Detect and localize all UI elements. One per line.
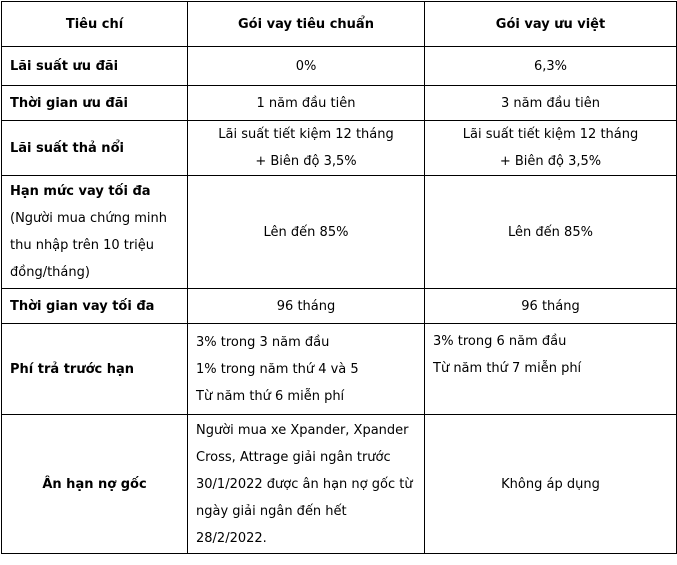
- premium-value-line: + Biên độ 3,5%: [499, 154, 602, 169]
- premium-value: 3 năm đầu tiên: [425, 86, 677, 121]
- criterion-note-line: (Người mua chứng minh: [10, 211, 167, 226]
- premium-value: 6,3%: [425, 47, 677, 86]
- premium-value: 96 tháng: [425, 289, 677, 324]
- standard-value-line: 30/1/2022 được ân hạn nợ gốc từ: [196, 476, 413, 492]
- table-row: [2, 86, 677, 121]
- standard-value: 1 năm đầu tiên: [188, 86, 425, 121]
- table-row: [2, 324, 677, 415]
- table-row: [2, 415, 677, 554]
- criterion-cell: Phí trả trước hạn: [2, 324, 188, 415]
- standard-value-line: Người mua xe Xpander, Xpander: [196, 422, 409, 438]
- standard-value-line: Cross, Attrage giải ngân trước: [196, 449, 391, 465]
- standard-value-line: 28/2/2022.: [196, 530, 267, 546]
- standard-value: Lên đến 85%: [188, 176, 425, 289]
- loan-comparison-table: [1, 1, 677, 554]
- standard-value-line: + Biên độ 3,5%: [255, 154, 357, 169]
- criterion-cell: Ân hạn nợ gốc: [2, 415, 188, 554]
- criterion-title: Hạn mức vay tối đa: [10, 184, 151, 199]
- premium-value: Không áp dụng: [425, 415, 677, 554]
- premium-value: Lên đến 85%: [425, 176, 677, 289]
- table-row: [2, 121, 677, 176]
- standard-value-line: 1% trong năm thứ 4 và 5: [196, 361, 359, 377]
- criterion-cell: Thời gian vay tối đa: [2, 289, 188, 324]
- standard-value-line: ngày giải ngân đến hết: [196, 503, 347, 519]
- premium-value-line: Lãi suất tiết kiệm 12 tháng: [462, 127, 639, 142]
- table-row: [2, 47, 677, 86]
- standard-value: 0%: [188, 47, 425, 86]
- criterion-cell: [2, 176, 188, 289]
- criterion-cell: Lãi suất ưu đãi: [2, 47, 188, 86]
- premium-value-line: 3% trong 6 năm đầu: [433, 334, 567, 349]
- criterion-note-line: thu nhập trên 10 triệu: [10, 238, 155, 253]
- table-row: [2, 289, 677, 324]
- criterion-cell: Thời gian ưu đãi: [2, 86, 188, 121]
- table-row: [2, 176, 677, 289]
- header-premium-package: Gói vay ưu việt: [425, 2, 677, 47]
- criterion-note-line: đồng/tháng): [10, 265, 90, 280]
- criterion-cell: Lãi suất thả nổi: [2, 121, 188, 176]
- header-standard-package: Gói vay tiêu chuẩn: [188, 2, 425, 47]
- standard-value: 96 tháng: [188, 289, 425, 324]
- standard-value: [188, 121, 425, 176]
- premium-value: [425, 324, 677, 415]
- standard-value-line: Từ năm thứ 6 miễn phí: [196, 388, 345, 404]
- standard-value: [188, 324, 425, 415]
- premium-value: [425, 121, 677, 176]
- premium-value-line: Từ năm thứ 7 miễn phí: [433, 361, 582, 376]
- table-header-row: [2, 2, 677, 47]
- header-criteria: Tiêu chí: [2, 2, 188, 47]
- standard-value-line: 3% trong 3 năm đầu: [196, 334, 330, 350]
- standard-value: [188, 415, 425, 554]
- standard-value-line: Lãi suất tiết kiệm 12 tháng: [218, 127, 394, 142]
